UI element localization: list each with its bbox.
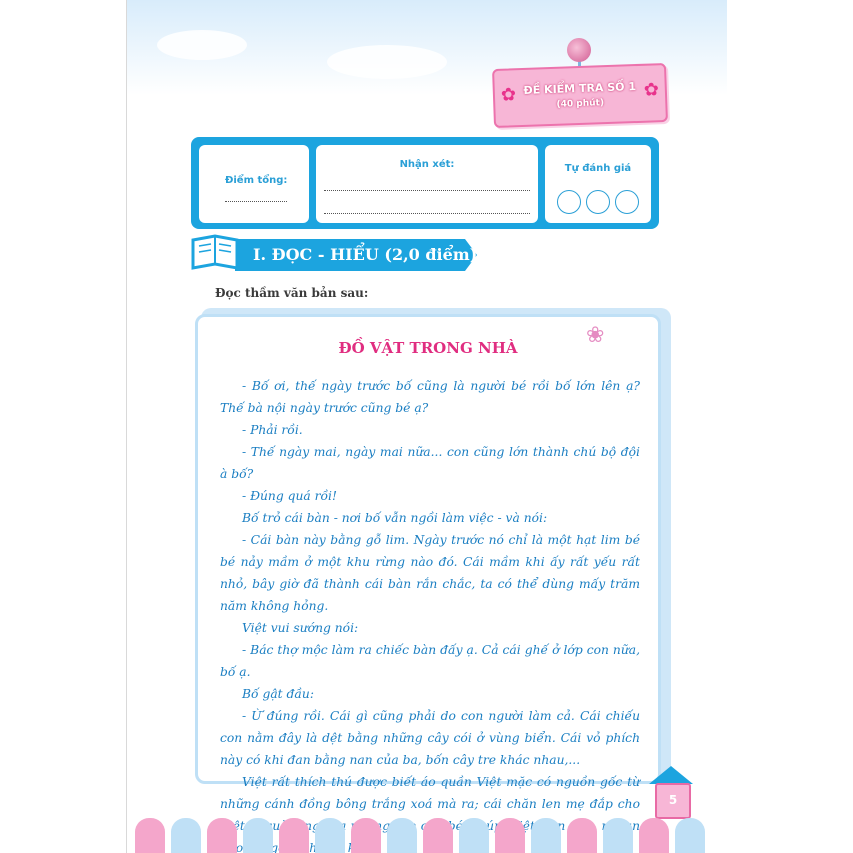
cloud-decoration — [327, 45, 447, 79]
self-eval-cell — [545, 145, 651, 223]
open-book-icon — [189, 232, 241, 272]
section-title: I. ĐỌC - HIỂU (2,0 điểm) — [253, 245, 478, 264]
birdhouse-roof — [649, 766, 693, 784]
fence-picket — [243, 818, 273, 853]
story-paragraph: Việt vui sướng nói: — [242, 621, 359, 635]
story-paragraph: - Ừ đúng rồi. Cái gì cũng phải do con người làm cả. Cái chiếu con nằm đây là dệt bằng những cây cói ở vùng biển. Cái vỏ phích này có khi đan bằng nan của ba, bốn cây tre khác nhau,... — [220, 709, 640, 767]
butterfly-icon: ❀ — [586, 323, 605, 348]
flower-icon: ✿ — [643, 79, 660, 101]
test-title-tag — [492, 63, 668, 128]
fence-picket — [279, 818, 309, 853]
story-paragraph: - Phải rồi. — [242, 423, 303, 437]
reading-instruction: Đọc thầm văn bản sau: — [215, 286, 369, 300]
comment-label: Nhận xét: — [399, 159, 455, 170]
test-duration: (40 phút) — [556, 98, 605, 110]
fence-picket — [387, 818, 417, 853]
cloud-decoration — [157, 30, 247, 60]
fence-picket — [675, 818, 705, 853]
book-page — [126, 0, 727, 853]
story-paragraph: - Bố ơi, thế ngày trước bố cũng là người bé rồi bố lớn lên ạ? Thế bà nội ngày trước cũng bé ạ? — [220, 379, 640, 415]
fence-picket — [171, 818, 201, 853]
comment-line-1[interactable] — [324, 190, 530, 191]
fence-picket — [567, 818, 597, 853]
story-paragraph: - Thế ngày mai, ngày mai nữa... con cũng lớn thành chú bộ đội à bố? — [220, 445, 640, 481]
story-paragraph: - Đúng quá rồi! — [242, 489, 337, 503]
flower-icon: ✿ — [500, 84, 517, 106]
comment-cell — [316, 145, 538, 223]
story-title: ĐỒ VẬT TRONG NHÀ — [338, 339, 518, 357]
neutral-face-icon[interactable] — [586, 190, 610, 214]
happy-face-icon[interactable] — [615, 190, 639, 214]
story-paragraph: Bố gật đầu: — [242, 687, 314, 701]
total-score-field[interactable] — [225, 201, 287, 202]
page-number: 5 — [668, 793, 678, 807]
fence-picket — [531, 818, 561, 853]
fence-picket — [639, 818, 669, 853]
fence-picket — [423, 818, 453, 853]
total-score-cell — [199, 145, 309, 223]
fence-picket — [135, 818, 165, 853]
fence-picket — [315, 818, 345, 853]
fence-picket — [351, 818, 381, 853]
test-title: ĐỀ KIỂM TRA SỐ 1 — [523, 80, 637, 97]
story-paragraph: - Cái bàn này bằng gỗ lim. Ngày trước nó chỉ là một hạt lim bé bé nảy mầm ở một khu rừng nào đó. Cái mầm khi ấy rất yếu rất nhỏ, bây giờ đã thành cái bàn rắn chắc, ta có thể dùng mấy trăm năm không hỏng. — [220, 533, 640, 613]
pin-icon — [567, 38, 591, 62]
story-paragraph: Bố trỏ cái bàn - nơi bố vẫn ngồi làm việc - và nói: — [242, 511, 548, 525]
story-paragraph: - Bác thợ mộc làm ra chiếc bàn đấy ạ. Cả cái ghế ở lớp con nữa, bố ạ. — [220, 643, 640, 679]
fence-picket — [207, 818, 237, 853]
story-text — [220, 375, 640, 853]
story-paragraph: Việt rất thích thú được biết áo quần Việt mặc có nguồn gốc từ những cánh đồng bông trắng xoá mà ra; cái chăn len mẹ đắp cho quà múp. ngoãn ngồi nghe — [220, 775, 640, 853]
comment-line-2[interactable] — [324, 213, 530, 214]
birdhouse-page-marker — [655, 783, 691, 819]
fence-picket — [603, 818, 633, 853]
fence-picket — [495, 818, 525, 853]
self-eval-label: Tự đánh giá — [564, 163, 632, 174]
fence-decoration — [127, 818, 727, 853]
total-score-label: Điểm tổng: — [225, 175, 288, 186]
fence-picket — [459, 818, 489, 853]
reading-box — [195, 314, 661, 853]
sad-face-icon[interactable] — [557, 190, 581, 214]
score-box — [191, 137, 659, 229]
